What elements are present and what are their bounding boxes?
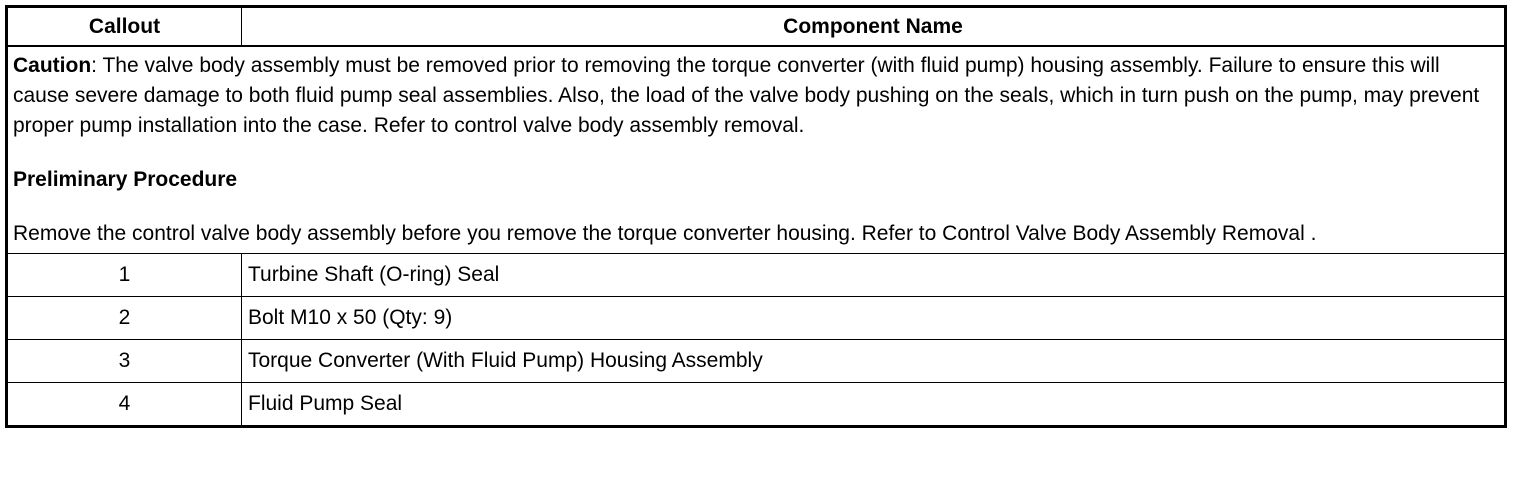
component-name-cell: Bolt M10 x 50 (Qty: 9) (242, 297, 1506, 340)
callout-column-header: Callout (7, 7, 242, 47)
component-name-cell: Torque Converter (With Fluid Pump) Housing Assembly (242, 340, 1506, 383)
note-spacer (13, 195, 1500, 219)
caution-note (13, 51, 1500, 141)
procedure-heading: Preliminary Procedure (13, 168, 238, 191)
table-row (7, 383, 1506, 427)
component-table (5, 5, 1507, 428)
note-row (7, 46, 1506, 254)
table-header-row (7, 7, 1506, 47)
component-name-column-header: Component Name (242, 7, 1506, 47)
caution-label: Caution (13, 54, 92, 77)
caution-text: : The valve body assembly must be removed prior to removing the torque converter (with fluid pump) housing assembly. Failure to ensure this will cause severe damage to both fluid pump seal assemblies. Also, the load of the valve body pushing on the seals, which in turn push on the pump, may prevent proper pump installation into the case. Refer to control valve body assembly removal. (13, 54, 1480, 137)
note-spacer (13, 141, 1500, 165)
table-row (7, 340, 1506, 383)
component-name-cell: Turbine Shaft (O-ring) Seal (242, 254, 1506, 297)
component-name-cell: Fluid Pump Seal (242, 383, 1506, 427)
note-cell (7, 46, 1506, 254)
callout-cell: 2 (7, 297, 242, 340)
table-row (7, 254, 1506, 297)
callout-cell: 1 (7, 254, 242, 297)
procedure-text: Remove the control valve body assembly before you remove the torque converter housing. Refer to Control Valve Body Assembly Removal . (13, 222, 1317, 245)
callout-cell: 4 (7, 383, 242, 427)
callout-cell: 3 (7, 340, 242, 383)
table-row (7, 297, 1506, 340)
